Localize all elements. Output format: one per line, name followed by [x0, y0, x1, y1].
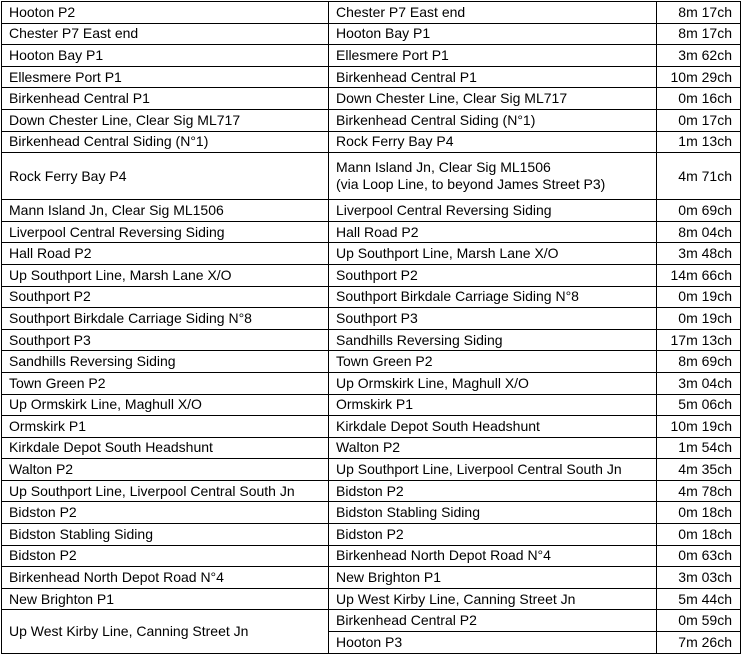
table-row: [2, 459, 741, 481]
from-cell: Down Chester Line, Clear Sig ML717: [2, 109, 329, 131]
distance-cell: 14m 66ch: [657, 264, 741, 286]
from-cell: Southport P2: [2, 286, 329, 308]
table-row: [2, 264, 741, 286]
table-row: [2, 329, 741, 351]
to-cell: Southport Birkdale Carriage Siding N°8: [329, 286, 657, 308]
distance-cell: 0m 17ch: [657, 109, 741, 131]
table-row: [2, 200, 741, 222]
distance-cell: 17m 13ch: [657, 329, 741, 351]
table-row: [2, 286, 741, 308]
from-cell: Hooton P2: [2, 2, 329, 24]
table-row: [2, 502, 741, 524]
distance-cell: 10m 29ch: [657, 66, 741, 88]
table-row: [2, 610, 741, 632]
table-row: [2, 524, 741, 546]
from-cell: Hooton Bay P1: [2, 45, 329, 67]
distance-cell: 8m 69ch: [657, 351, 741, 373]
to-cell: Up Ormskirk Line, Maghull X/O: [329, 372, 657, 394]
distance-cell: 8m 04ch: [657, 221, 741, 243]
to-cell-note: (via Loop Line, to beyond James Street P3): [336, 176, 606, 193]
to-cell: Kirkdale Depot South Headshunt: [329, 416, 657, 438]
distance-cell: 5m 06ch: [657, 394, 741, 416]
from-cell: Southport P3: [2, 329, 329, 351]
from-cell: Birkenhead Central P1: [2, 88, 329, 110]
from-cell: Liverpool Central Reversing Siding: [2, 221, 329, 243]
to-cell: Southport P3: [329, 308, 657, 330]
distance-cell: 0m 63ch: [657, 545, 741, 567]
table-row: [2, 480, 741, 502]
to-cell: New Brighton P1: [329, 567, 657, 589]
distance-cell: 0m 18ch: [657, 502, 741, 524]
to-cell: Hooton Bay P1: [329, 23, 657, 45]
distance-cell: 0m 18ch: [657, 524, 741, 546]
to-cell: Birkenhead Central P1: [329, 66, 657, 88]
to-cell: Bidston Stabling Siding: [329, 502, 657, 524]
table-row: [2, 588, 741, 610]
distance-cell: 0m 69ch: [657, 200, 741, 222]
table-row: [2, 567, 741, 589]
distance-cell: 0m 59ch: [657, 610, 741, 632]
table-row: [2, 131, 741, 153]
table-row: [2, 88, 741, 110]
to-cell: [329, 153, 657, 200]
distance-cell: 3m 04ch: [657, 372, 741, 394]
to-cell-line: Mann Island Jn, Clear Sig ML1506: [336, 159, 551, 176]
from-cell: Walton P2: [2, 459, 329, 481]
table-row: [2, 372, 741, 394]
table-row: [2, 308, 741, 330]
from-cell: Kirkdale Depot South Headshunt: [2, 437, 329, 459]
route-distance-table: [1, 1, 741, 654]
route-distance-body: [2, 2, 741, 654]
from-cell: Chester P7 East end: [2, 23, 329, 45]
distance-cell: 5m 44ch: [657, 588, 741, 610]
from-cell: Up Southport Line, Marsh Lane X/O: [2, 264, 329, 286]
from-cell: Rock Ferry Bay P4: [2, 153, 329, 200]
table-row: [2, 351, 741, 373]
from-cell: Bidston P2: [2, 545, 329, 567]
to-cell: Birkenhead North Depot Road N°4: [329, 545, 657, 567]
from-cell: Bidston Stabling Siding: [2, 524, 329, 546]
distance-cell: 8m 17ch: [657, 23, 741, 45]
table-row: [2, 243, 741, 265]
to-cell: Up Southport Line, Liverpool Central South Jn: [329, 459, 657, 481]
from-cell: Sandhills Reversing Siding: [2, 351, 329, 373]
to-cell: Bidston P2: [329, 480, 657, 502]
to-cell: Rock Ferry Bay P4: [329, 131, 657, 153]
from-cell: Hall Road P2: [2, 243, 329, 265]
distance-cell: 0m 16ch: [657, 88, 741, 110]
table-row: [2, 2, 741, 24]
table-row: [2, 416, 741, 438]
from-cell: New Brighton P1: [2, 588, 329, 610]
distance-cell: 10m 19ch: [657, 416, 741, 438]
to-cell: Chester P7 East end: [329, 2, 657, 24]
to-cell: Up Southport Line, Marsh Lane X/O: [329, 243, 657, 265]
distance-cell: 0m 19ch: [657, 308, 741, 330]
distance-cell: 8m 17ch: [657, 2, 741, 24]
from-cell: Bidston P2: [2, 502, 329, 524]
table-row: [2, 66, 741, 88]
table-row: [2, 109, 741, 131]
distance-cell: 3m 48ch: [657, 243, 741, 265]
from-cell: Town Green P2: [2, 372, 329, 394]
to-cell: Hooton P3: [329, 632, 657, 654]
distance-cell: 4m 78ch: [657, 480, 741, 502]
from-cell: Birkenhead North Depot Road N°4: [2, 567, 329, 589]
to-cell: Bidston P2: [329, 524, 657, 546]
to-cell: Walton P2: [329, 437, 657, 459]
distance-cell: 0m 19ch: [657, 286, 741, 308]
table-row: [2, 23, 741, 45]
distance-cell: 1m 13ch: [657, 131, 741, 153]
to-cell: Ormskirk P1: [329, 394, 657, 416]
table-row: [2, 221, 741, 243]
distance-cell: 3m 03ch: [657, 567, 741, 589]
table-row: [2, 394, 741, 416]
to-cell: Ellesmere Port P1: [329, 45, 657, 67]
to-cell: Hall Road P2: [329, 221, 657, 243]
to-cell: Birkenhead Central Siding (N°1): [329, 109, 657, 131]
table-row: [2, 437, 741, 459]
from-cell-merged: Up West Kirby Line, Canning Street Jn: [2, 610, 329, 653]
to-cell: Town Green P2: [329, 351, 657, 373]
from-cell: Up Southport Line, Liverpool Central South Jn: [2, 480, 329, 502]
to-cell: Sandhills Reversing Siding: [329, 329, 657, 351]
table-row: [2, 45, 741, 67]
table-row: [2, 153, 741, 200]
distance-cell: 4m 71ch: [657, 153, 741, 200]
from-cell: Mann Island Jn, Clear Sig ML1506: [2, 200, 329, 222]
from-cell: Birkenhead Central Siding (N°1): [2, 131, 329, 153]
to-cell: Up West Kirby Line, Canning Street Jn: [329, 588, 657, 610]
to-cell: Southport P2: [329, 264, 657, 286]
from-cell: Southport Birkdale Carriage Siding N°8: [2, 308, 329, 330]
from-cell: Up Ormskirk Line, Maghull X/O: [2, 394, 329, 416]
to-cell: Down Chester Line, Clear Sig ML717: [329, 88, 657, 110]
distance-cell: 4m 35ch: [657, 459, 741, 481]
from-cell: Ormskirk P1: [2, 416, 329, 438]
from-cell: Ellesmere Port P1: [2, 66, 329, 88]
table-row: [2, 545, 741, 567]
to-cell: Birkenhead Central P2: [329, 610, 657, 632]
distance-cell: 3m 62ch: [657, 45, 741, 67]
distance-cell: 7m 26ch: [657, 632, 741, 654]
to-cell: Liverpool Central Reversing Siding: [329, 200, 657, 222]
distance-cell: 1m 54ch: [657, 437, 741, 459]
